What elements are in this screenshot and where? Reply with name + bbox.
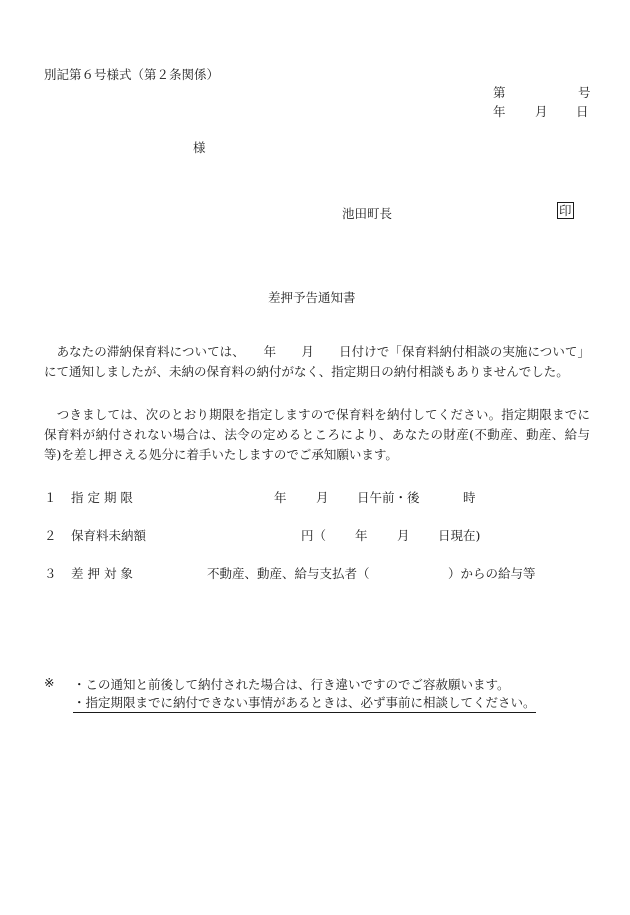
note-line-2: ・指定期限までに納付できない事情があるときは、必ず事前に相談してください。 — [73, 693, 536, 713]
date-year-label: 年 — [493, 104, 506, 119]
body-paragraph-2: つきましては、次のとおり期限を指定しますので保育料を納付してください。指定期限までに保育料が納付されない場合は、法令の定めるところにより、あなたの財産(不動産、動産、給与等)を差し押さえる処分に着手いたしますのでご承知願います。 — [44, 407, 590, 462]
deadline-hour-label: 時 — [463, 490, 476, 505]
item-number: ２ — [44, 528, 57, 543]
item-label: 保育料未納額 — [71, 528, 147, 543]
unpaid-as-of-label: 日現在) — [438, 528, 481, 543]
date-day-label: 日 — [576, 104, 589, 119]
note-mark: ※ — [44, 675, 55, 690]
document-title: 差押予告通知書 — [268, 290, 356, 305]
unpaid-yen-label: 円（ — [301, 528, 327, 543]
item-number: ３ — [44, 566, 57, 581]
seal-mark: 印 — [559, 203, 572, 218]
unpaid-year-label: 年 — [355, 528, 368, 543]
sender-name: 池田町長 — [342, 206, 393, 221]
recipient-honorific: 様 — [193, 140, 206, 155]
seizure-targets-label: 不動産、動産、給与支払者（ — [207, 566, 370, 581]
deadline-year-label: 年 — [274, 490, 287, 505]
seizure-close-label: ）からの給与等 — [448, 566, 536, 581]
deadline-month-label: 月 — [316, 490, 329, 505]
document-number-suffix: 号 — [578, 85, 591, 100]
document-number-prefix: 第 — [493, 85, 506, 100]
item-label: 指 定 期 限 — [71, 490, 133, 505]
form-label: 別記第６号様式（第２条関係） — [44, 67, 220, 82]
item-label: 差 押 対 象 — [71, 566, 133, 581]
date-month-label: 月 — [535, 104, 548, 119]
deadline-day-ampm-label: 日午前・後 — [357, 490, 420, 505]
body-paragraph-1: あなたの滞納保育料については、 年 月 日付けで「保育料納付相談の実施について」にて通知しましたが、未納の保育料の納付がなく、指定期日の納付相談もありませんでした。 — [44, 344, 590, 379]
unpaid-month-label: 月 — [397, 528, 410, 543]
item-number: １ — [44, 490, 57, 505]
note-line-1: ・この通知と前後して納付された場合は、行き違いですのでご容赦願います。 — [73, 677, 510, 692]
